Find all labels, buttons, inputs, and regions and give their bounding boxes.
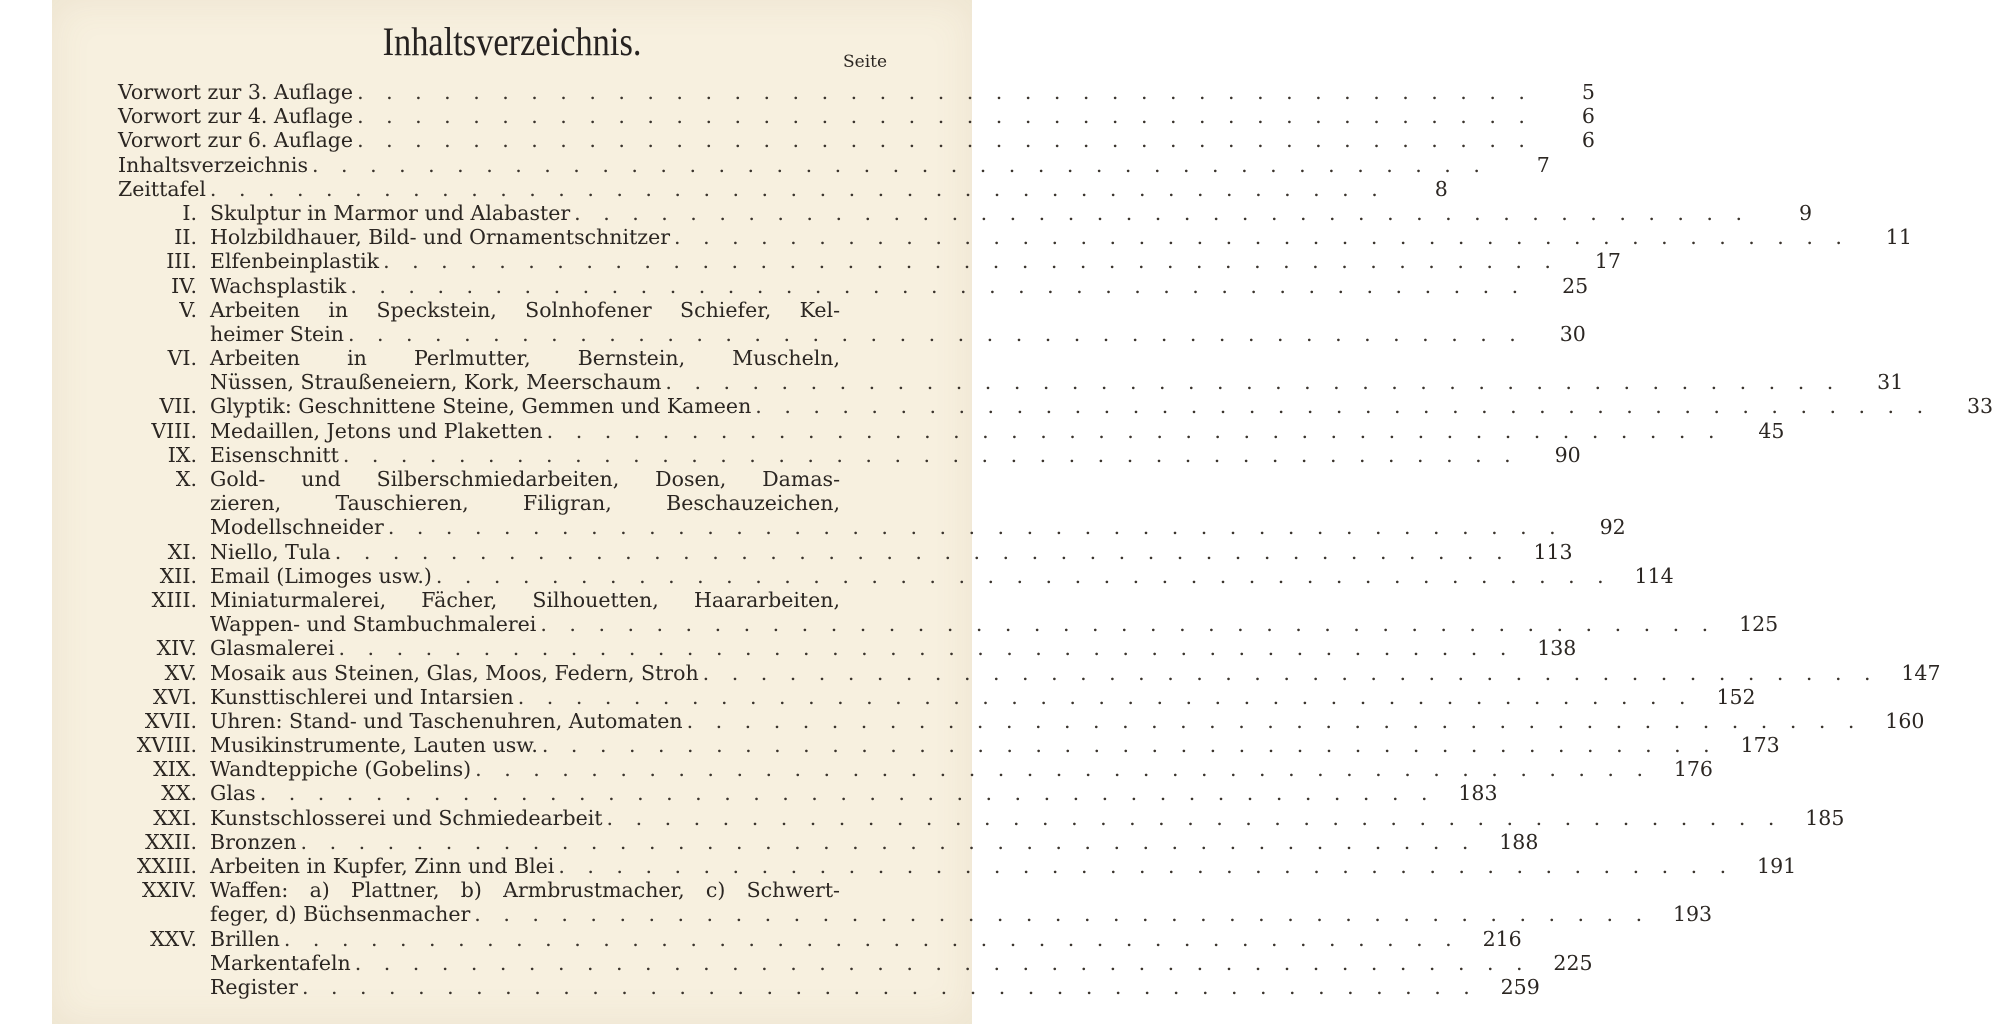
entry-title: Bronzen [210, 829, 297, 854]
chapter-number: XVII. [144, 708, 197, 733]
toc-entry [118, 733, 1780, 758]
chapter-number: IV. [171, 273, 197, 298]
toc-entry [118, 612, 1779, 637]
toc-entry [118, 563, 1674, 588]
leader-dots: . . . . . . . . . . . . . . . . . . . . . . . . . . . . . . . . . . . . . . . . . [387, 515, 1564, 540]
page-number: 188 [1499, 829, 1539, 854]
leader-dots: . . . . . . . . . . . . . . . . . . . . . . . . . . . . . . . . . . . . . . . . . [350, 273, 1527, 298]
chapter-number: XXIII. [137, 854, 197, 878]
page-number: 11 [1885, 225, 1912, 250]
entry-title: Medaillen, Jetons und Plaketten [210, 418, 543, 443]
leader-dots: . . . . . . . . . . . . . . . . . . . . . . . . . . . . . . . . . . . . . . . . . [283, 926, 1460, 951]
chapter-number: XXIV. [141, 878, 197, 903]
entry-title: Glasmalerei [210, 636, 335, 661]
chapter-number: II. [174, 225, 197, 250]
entry-title: Nüssen, Straußeneiern, Kork, Meerschaum [210, 370, 662, 395]
entry-title: Wappen- und Stambuchmalerei [210, 612, 537, 637]
leader-dots: . . . . . . . . . . . . . . . . . . . . . . . . . . . . . . . . . . . . . . . . . [357, 80, 1533, 104]
page-number: 176 [1673, 757, 1713, 782]
page-number: 6 [1581, 128, 1595, 153]
page-number: 6 [1581, 104, 1595, 129]
leader-dots: . . . . . . . . . . . . . . . . . . . . . . . . . . . . . . . . . . . . . . . . . [755, 394, 1932, 419]
entry-title: Kunstschlosserei und Schmiedearbeit [210, 805, 603, 830]
entry-title: Modellschneider [210, 515, 384, 540]
entry-title: heimer Stein [210, 321, 344, 346]
toc-entry [118, 708, 1925, 733]
leader-dots: . . . . . . . . . . . . . . . . . . . . . . . . . . . . . . . . . . . . . . . . . [541, 733, 1718, 758]
leader-dots: . . . . . . . . . . . . . . . . . . . . . . . . . . . . . . . . . . . . . . . . . [435, 563, 1612, 588]
entry-title: Markentafeln [210, 950, 351, 975]
chapter-number: III. [166, 249, 197, 274]
page-number: 191 [1757, 854, 1797, 878]
toc-entry [118, 80, 1595, 104]
entry-title: Kunsttischlerei und Intarsien [210, 684, 514, 709]
leader-dots: . . . . . . . . . . . . . . . . . . . . . . . . . . . . . . . . . . . . . . . . . [301, 974, 1478, 999]
leader-dots: . . . . . . . . . . . . . . . . . . . . . . . . . . . . . . . . . . . . . . . . . [665, 370, 1842, 395]
toc-entry [118, 926, 1522, 951]
toc-entry [118, 950, 1593, 975]
leader-dots: . . . . . . . . . . . . . . . . . . . . . . . . . . . . . . . . . . . . . . . . . [300, 829, 1477, 854]
page-number: 160 [1885, 708, 1925, 733]
chapter-number: XI. [167, 539, 197, 564]
toc-entry [118, 854, 1797, 878]
toc-entry [118, 152, 1550, 177]
page-number: 114 [1634, 563, 1674, 588]
chapter-number: XV. [164, 660, 197, 685]
page-number: 183 [1458, 781, 1498, 806]
page-column-label: Seite [843, 52, 888, 72]
chapter-number: XXV. [150, 926, 197, 951]
toc-entry [118, 805, 1845, 830]
toc-entry [118, 418, 1785, 443]
toc-entry [118, 346, 896, 370]
page-number: 152 [1716, 684, 1756, 709]
toc-entry [118, 370, 1904, 395]
chapter-number: VII. [159, 394, 197, 419]
entry-title: Vorwort zur 3. Auflage [118, 80, 354, 104]
entry-title: Arbeiten in Perlmutter, Bernstein, Muscheln, [210, 346, 840, 371]
entry-title: Skulptur in Marmor und Alabaster [210, 200, 571, 225]
chapter-number: XII. [159, 563, 197, 588]
page-number: 185 [1805, 805, 1845, 830]
entry-title: Zeittafel [118, 176, 206, 201]
entry-title: Vorwort zur 4. Auflage [118, 104, 354, 129]
entry-title: feger, d) Büchsenmacher [210, 902, 471, 927]
entry-title: Waffen: a) Plattner, b) Armbrustmacher, c) Schwert- [210, 878, 840, 903]
entry-title: zieren, Tauschieren, Filigran, Beschauzeichen, [210, 491, 840, 516]
page-number: 5 [1581, 80, 1595, 104]
page-number: 138 [1537, 636, 1577, 661]
leader-dots: . . . . . . . . . . . . . . . . . . . . . . . . . . . . . . . . . . . . . . . . . [674, 225, 1850, 250]
toc-entry [118, 200, 1812, 225]
leader-dots: . . . . . . . . . . . . . . . . . . . . . . . . . . . . . . . . . . . . . . . . . [558, 854, 1735, 878]
leader-dots: . . . . . . . . . . . . . . . . . . . . . . . . . . . . . . . . . . . . . . . . . [686, 708, 1863, 733]
toc-entry [118, 902, 1713, 927]
entry-title: Mosaik aus Steinen, Glas, Moos, Federn, Stroh [210, 660, 699, 685]
chapter-number: XXI. [153, 805, 197, 830]
toc-entry [118, 249, 1621, 274]
toc-entry [118, 757, 1713, 782]
chapter-number: V. [179, 297, 197, 322]
toc-entry [118, 176, 1448, 201]
page-number: 45 [1758, 418, 1785, 443]
page-number: 9 [1798, 200, 1812, 225]
toc-entry [118, 684, 1756, 709]
leader-dots: . . . . . . . . . . . . . . . . . . . . . . . . . . . . . . . . . . . . . . . . . [702, 660, 1879, 685]
leader-dots: . . . . . . . . . . . . . . . . . . . . . . . . . . . . . . . . . . . . . . . . . [546, 418, 1723, 443]
chapter-number: IX. [167, 442, 197, 467]
entry-title: Gold- und Silberschmiedarbeiten, Dosen, Damas- [210, 467, 840, 491]
leader-dots: . . . . . . . . . . . . . . . . . . . . . . . . . . . . . . . . . . . . . . . . . [209, 176, 1386, 201]
page-number: 31 [1877, 370, 1904, 395]
toc-entry [118, 225, 1912, 250]
entry-title: Email (Limoges usw.) [210, 563, 432, 588]
toc-entry [118, 515, 1626, 540]
entry-title: Glas [210, 781, 256, 806]
leader-dots: . . . . . . . . . . . . . . . . . . . . . . . . . . . . . . . . . . . . . . . . . [357, 128, 1533, 153]
page-number: 193 [1672, 902, 1713, 927]
entry-title: Niello, Tula [210, 539, 331, 564]
page-number: 30 [1559, 321, 1586, 346]
toc-entry [118, 491, 896, 515]
toc-entry [118, 298, 896, 322]
toc-entry [118, 588, 896, 612]
chapter-number: XVIII. [136, 733, 197, 758]
page-number: 125 [1739, 612, 1779, 637]
page-number: 90 [1554, 442, 1581, 467]
toc-entry [118, 128, 1595, 153]
leader-dots: . . . . . . . . . . . . . . . . . . . . . . . . . . . . . . . . . . . . . . . . . [474, 902, 1651, 927]
chapter-number: XX. [161, 781, 197, 806]
entry-title: Inhaltsverzeichnis [118, 152, 309, 177]
page-number: 173 [1740, 733, 1780, 758]
entry-title: Eisenschnitt [210, 442, 339, 467]
toc-entry [118, 321, 1586, 346]
leader-dots: . . . . . . . . . . . . . . . . . . . . . . . . . . . . . . . . . . . . . . . . . [517, 684, 1694, 709]
entry-title: Brillen [210, 926, 280, 951]
toc-entry [118, 974, 1540, 999]
page-number: 225 [1553, 950, 1593, 975]
leader-dots: . . . . . . . . . . . . . . . . . . . . . . . . . . . . . . . . . . . . . . . . . [338, 636, 1515, 661]
leader-dots: . . . . . . . . . . . . . . . . . . . . . . . . . . . . . . . . . . . . . . . . . [574, 200, 1750, 225]
entry-title: Arbeiten in Kupfer, Zinn und Blei [210, 854, 555, 878]
table-of-contents [118, 80, 1993, 999]
page-number: 259 [1500, 974, 1540, 999]
chapter-number: I. [182, 200, 197, 225]
page-number: 33 [1967, 394, 1993, 419]
toc-entry [118, 442, 1581, 467]
toc-entry [118, 636, 1577, 661]
entry-title: Wandteppiche (Gobelins) [210, 757, 472, 782]
entry-title: Arbeiten in Speckstein, Solnhofener Schiefer, Kel- [210, 297, 840, 322]
entry-title: Holzbildhauer, Bild- und Ornamentschnitzer [210, 225, 671, 250]
page-number: 25 [1562, 273, 1589, 298]
leader-dots: . . . . . . . . . . . . . . . . . . . . . . . . . . . . . . . . . . . . . . . . . [259, 781, 1436, 806]
toc-entry [118, 539, 1573, 564]
entry-title: Elfenbeinplastik [210, 249, 380, 274]
entry-title: Vorwort zur 6. Auflage [118, 128, 354, 153]
page-number: 7 [1536, 152, 1550, 177]
chapter-number: XXII. [145, 829, 197, 854]
page-number: 17 [1594, 249, 1621, 274]
toc-entry [118, 273, 1589, 298]
toc-entry [118, 394, 1993, 419]
leader-dots: . . . . . . . . . . . . . . . . . . . . . . . . . . . . . . . . . . . . . . . . . [383, 249, 1559, 274]
page-number: 92 [1599, 515, 1626, 540]
entry-title: Uhren: Stand- und Taschenuhren, Automaten [210, 708, 683, 733]
entry-title: Register [210, 974, 298, 999]
toc-entry [118, 104, 1595, 129]
leader-dots: . . . . . . . . . . . . . . . . . . . . . . . . . . . . . . . . . . . . . . . . . [606, 805, 1783, 830]
leader-dots: . . . . . . . . . . . . . . . . . . . . . . . . . . . . . . . . . . . . . . . . . [347, 321, 1524, 346]
chapter-number: XIV. [156, 636, 197, 661]
page-number: 216 [1482, 926, 1522, 951]
leader-dots: . . . . . . . . . . . . . . . . . . . . . . . . . . . . . . . . . . . . . . . . . [342, 442, 1519, 467]
leader-dots: . . . . . . . . . . . . . . . . . . . . . . . . . . . . . . . . . . . . . . . . . [334, 539, 1511, 564]
entry-title: Wachsplastik [210, 273, 347, 298]
entry-title: Glyptik: Geschnittene Steine, Gemmen und Kameen [210, 394, 752, 419]
leader-dots: . . . . . . . . . . . . . . . . . . . . . . . . . . . . . . . . . . . . . . . . . [540, 612, 1717, 637]
leader-dots: . . . . . . . . . . . . . . . . . . . . . . . . . . . . . . . . . . . . . . . . . [354, 950, 1531, 975]
leader-dots: . . . . . . . . . . . . . . . . . . . . . . . . . . . . . . . . . . . . . . . . . [312, 152, 1488, 177]
page-number: 113 [1533, 539, 1573, 564]
toc-entry [118, 829, 1539, 854]
page-title: Inhaltsverzeichnis. [382, 19, 642, 64]
toc-entry [118, 878, 896, 902]
page-number: 147 [1901, 660, 1941, 685]
toc-entry [118, 660, 1941, 685]
entry-title: Miniaturmalerei, Fächer, Silhouetten, Haararbeiten, [210, 587, 840, 612]
toc-entry [118, 467, 896, 491]
chapter-number: X. [175, 467, 197, 491]
toc-entry [118, 781, 1498, 806]
entry-title: Musikinstrumente, Lauten usw. [210, 733, 538, 758]
chapter-number: VIII. [151, 418, 197, 443]
chapter-number: VI. [167, 346, 197, 371]
chapter-number: XVI. [152, 684, 197, 709]
chapter-number: XIX. [153, 757, 197, 782]
leader-dots: . . . . . . . . . . . . . . . . . . . . . . . . . . . . . . . . . . . . . . . . . [357, 104, 1533, 129]
page-number: 8 [1434, 176, 1448, 201]
chapter-number: XIII. [151, 587, 197, 612]
leader-dots: . . . . . . . . . . . . . . . . . . . . . . . . . . . . . . . . . . . . . . . . . [475, 757, 1651, 782]
